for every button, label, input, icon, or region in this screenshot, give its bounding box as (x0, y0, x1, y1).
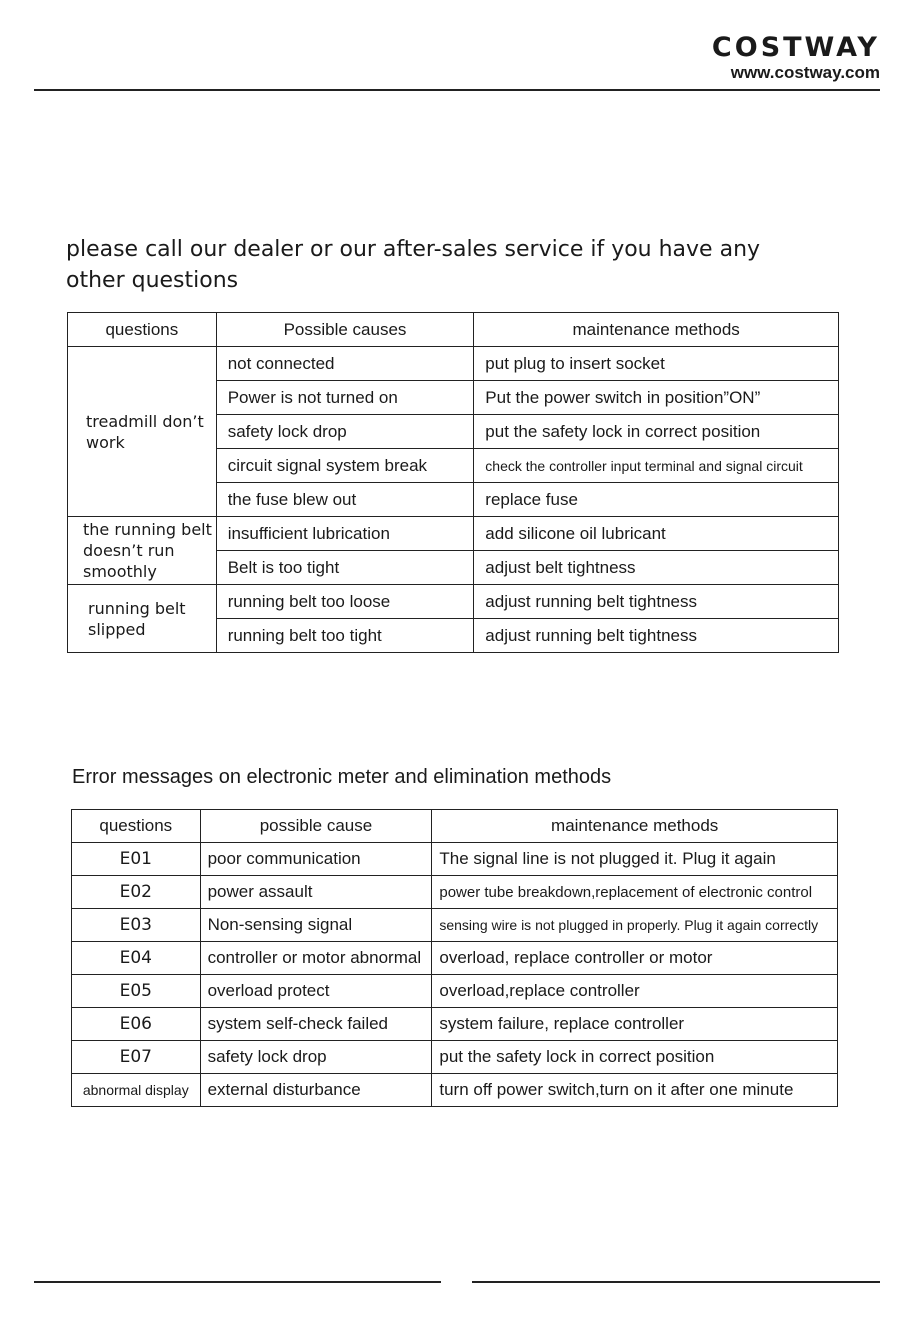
cause-cell: Non-sensing signal (200, 909, 432, 942)
method-cell: Put the power switch in position”ON” (474, 381, 839, 415)
cause-cell: safety lock drop (200, 1041, 432, 1074)
method-cell: check the controller input terminal and signal circuit (474, 449, 839, 483)
method-cell: put the safety lock in correct position (432, 1041, 838, 1074)
cause-cell: system self-check failed (200, 1008, 432, 1041)
error-section-title: Error messages on electronic meter and elimination methods (72, 766, 612, 788)
question-cell: the running belt doesn’t run smoothly (68, 517, 217, 585)
error-code: E04 (72, 942, 201, 975)
footer-rule-left (34, 1281, 441, 1283)
brand-logo: COSTWAY (711, 32, 880, 63)
header-rule (34, 89, 880, 91)
table-row (72, 1041, 838, 1074)
service-note: please call our dealer or our after-sales service if you have any other questions (66, 237, 761, 293)
method-cell: overload, replace controller or motor (432, 942, 838, 975)
cause-cell: circuit signal system break (216, 449, 474, 483)
header-methods: maintenance methods (474, 313, 839, 347)
method-cell: turn off power switch,turn on it after one minute (432, 1074, 838, 1107)
table-row (72, 909, 838, 942)
method-cell: adjust belt tightness (474, 551, 839, 585)
method-cell: power tube breakdown,replacement of electronic control (432, 876, 838, 909)
header-cause: possible cause (200, 810, 432, 843)
method-cell: adjust running belt tightness (474, 619, 839, 653)
table-row (68, 517, 839, 551)
cause-cell: running belt too loose (216, 585, 474, 619)
error-code: E07 (72, 1041, 201, 1074)
cause-cell: poor communication (200, 843, 432, 876)
error-code: E03 (72, 909, 201, 942)
error-code: E02 (72, 876, 201, 909)
method-cell: system failure, replace controller (432, 1008, 838, 1041)
error-code-table (71, 809, 838, 1107)
cause-cell: Power is not turned on (216, 381, 474, 415)
cause-cell: power assault (200, 876, 432, 909)
brand-header (712, 34, 880, 83)
cause-cell: not connected (216, 347, 474, 381)
method-cell: put plug to insert socket (474, 347, 839, 381)
table-row (72, 876, 838, 909)
method-cell: add silicone oil lubricant (474, 517, 839, 551)
question-cell: treadmill don’t work (68, 347, 217, 517)
table-row (68, 585, 839, 619)
table-row (72, 1008, 838, 1041)
error-code: abnormal display (72, 1074, 201, 1107)
cause-cell: external disturbance (200, 1074, 432, 1107)
cause-cell: controller or motor abnormal (200, 942, 432, 975)
table-header-row (72, 810, 838, 843)
cause-cell: safety lock drop (216, 415, 474, 449)
header-questions: questions (68, 313, 217, 347)
method-cell: overload,replace controller (432, 975, 838, 1008)
question-cell: running belt slipped (68, 585, 217, 653)
troubleshooting-table (67, 312, 839, 653)
header-methods: maintenance methods (432, 810, 838, 843)
brand-url: www.costway.com (730, 63, 880, 82)
cause-cell: overload protect (200, 975, 432, 1008)
header-causes: Possible causes (216, 313, 474, 347)
table-row (72, 843, 838, 876)
error-code: E06 (72, 1008, 201, 1041)
table-row (68, 347, 839, 381)
method-cell: The signal line is not plugged it. Plug it again (432, 843, 838, 876)
method-cell: put the safety lock in correct position (474, 415, 839, 449)
footer-rule-right (472, 1281, 880, 1283)
cause-cell: running belt too tight (216, 619, 474, 653)
cause-cell: Belt is too tight (216, 551, 474, 585)
error-code: E05 (72, 975, 201, 1008)
error-code: E01 (72, 843, 201, 876)
table-row (72, 942, 838, 975)
table-row (72, 1074, 838, 1107)
cause-cell: insufficient lubrication (216, 517, 474, 551)
header-questions: questions (72, 810, 201, 843)
table-row (72, 975, 838, 1008)
table-header-row (68, 313, 839, 347)
cause-cell: the fuse blew out (216, 483, 474, 517)
method-cell: sensing wire is not plugged in properly. Plug it again correctly (432, 909, 838, 942)
method-cell: replace fuse (474, 483, 839, 517)
method-cell: adjust running belt tightness (474, 585, 839, 619)
